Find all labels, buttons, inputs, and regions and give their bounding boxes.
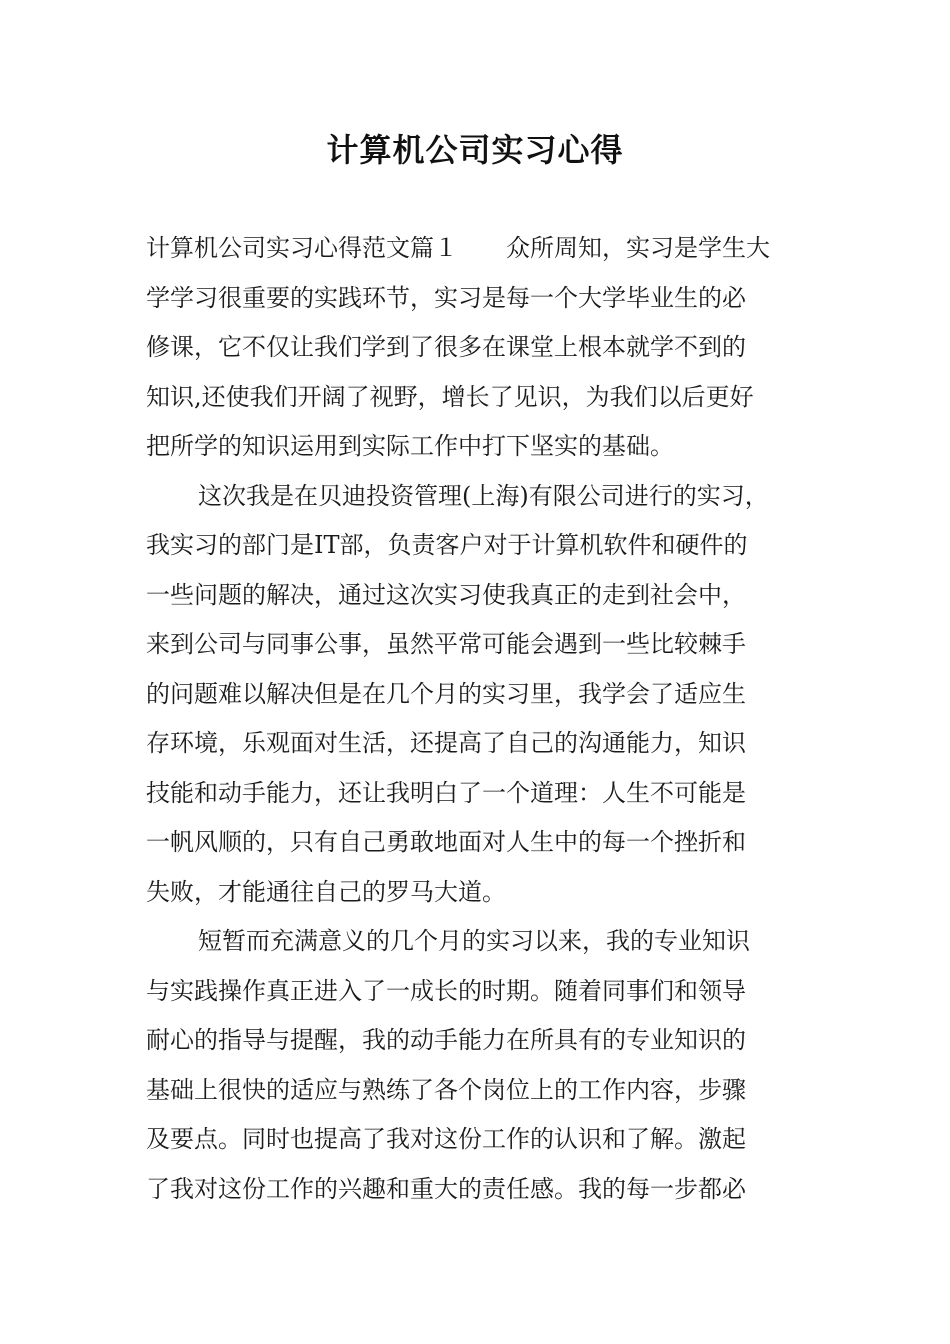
text-line: 的问题难以解决但是在几个月的实习里，我学会了适应生	[146, 679, 746, 708]
text-line: 了我对这份工作的兴趣和重大的责任感。我的每一步都必	[146, 1174, 746, 1203]
text-line: 学学习很重要的实践环节，实习是每一个大学毕业生的必	[146, 283, 746, 312]
text-line: 修课，它不仅让我们学到了很多在课堂上根本就学不到的	[146, 333, 746, 361]
text-line: 与实践操作真正进入了一成长的时期。随着同事们和领导	[146, 976, 746, 1005]
text-line: 耐心的指导与提醒，我的动手能力在所具有的专业知识的	[146, 1026, 746, 1054]
text-line: 短暂而充满意义的几个月的实习以来，我的专业知识	[198, 927, 750, 955]
text-line: 我实习的部门是IT部，负责客户对于计算机软件和硬件的	[146, 531, 748, 559]
text-line: 技能和动手能力，还让我明白了一个道理：人生不可能是	[146, 778, 746, 807]
text-line: 及要点。同时也提高了我对这份工作的认识和了解。激起	[146, 1125, 746, 1153]
document-body	[146, 224, 810, 1214]
text-line: 基础上很快的适应与熟练了各个岗位上的工作内容，步骤	[146, 1075, 746, 1104]
text-line: 一些问题的解决，通过这次实习使我真正的走到社会中，	[146, 580, 746, 609]
document-title: 计算机公司实习心得	[326, 131, 624, 169]
text-line: 这次我是在贝迪投资管理(上海)有限公司进行的实习，	[198, 481, 769, 510]
text-line: 把所学的知识运用到实际工作中打下坚实的基础。	[146, 432, 674, 460]
text-line: 计算机公司实习心得范文篇１ 众所周知，实习是学生大	[146, 234, 770, 262]
text-line: 知识,还使我们开阔了视野，增长了见识，为我们以后更好	[146, 382, 754, 411]
text-line: 来到公司与同事公事，虽然平常可能会遇到一些比较棘手	[146, 630, 746, 658]
text-line: 一帆风顺的，只有自己勇敢地面对人生中的每一个挫折和	[146, 828, 746, 856]
text-line: 失败，才能通往自己的罗马大道。	[146, 877, 506, 906]
text-line: 存环境，乐观面对生活，还提高了自己的沟通能力，知识	[146, 729, 746, 757]
